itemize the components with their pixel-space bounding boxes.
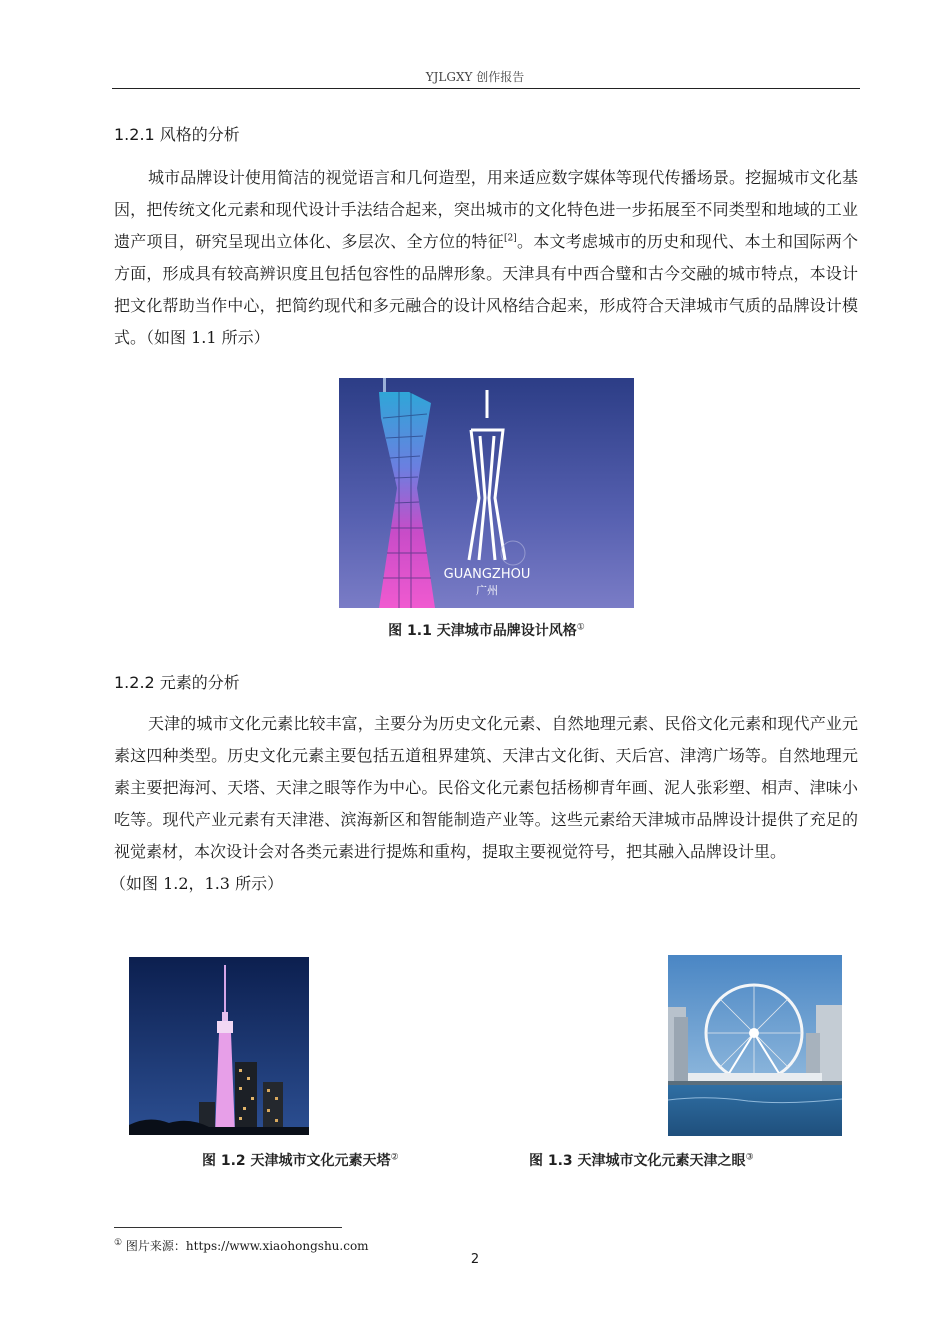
figure-guangzhou-brand-image [339, 378, 634, 608]
figure-1-1-caption [339, 620, 634, 640]
section-heading-style: 1.2.1 风格的分析 [114, 125, 240, 144]
page-header-title: YJLGXY 创作报告 [425, 70, 525, 84]
footnote-mark: ① [114, 1238, 123, 1248]
paragraph-text-b: 。本文考虑城市的历史和现代、本土和国际两个方面，形成具有较高辨识度且包括包容性的品牌形象。天津具有中西合璧和古今交融的城市特点，本设计把文化帮助当作中心，把简约现代和多元融合的设计风格结合起来，形成符合天津城市气质的品牌设计模式。（如图 1.1 所示） [114, 232, 858, 347]
figure-tianta-image [129, 957, 309, 1135]
elements-analysis-paragraph [110, 708, 858, 900]
page-number: 2 [470, 1252, 480, 1267]
footnote-divider [114, 1227, 342, 1228]
logo-text-guangzhou: GUANGZHOU [443, 567, 531, 582]
citation-mark: [2] [503, 233, 517, 244]
logo-text-guangzhou-cn: 广州 [476, 584, 498, 597]
paragraph-text: 天津的城市文化元素比较丰富，主要分为历史文化元素、自然地理元素、民俗文化元素和现代产业元素这四种类型。历史文化元素主要包括五道租界建筑、天津古文化街、天后宫、津湾广场等。自然地理元素主要把海河、天塔、天津之眼等作为中心。民俗文化元素包括杨柳青年画、泥人张彩塑、相声、津味小吃等。现代产业元素有天津港、滨海新区和智能制造产业等。这些元素给天津城市品牌设计提供了充足的视觉素材，本次设计会对各类元素进行提炼和重构，提取主要视觉符号，把其融入品牌设计里。 [114, 714, 858, 861]
header-divider [112, 88, 860, 89]
footnote-ref: ① [576, 622, 585, 633]
caption-text: 图 1.2 天津城市文化元素天塔 [202, 1153, 391, 1169]
figure-tianjin-eye-image [668, 955, 842, 1136]
caption-text: 图 1.3 天津城市文化元素天津之眼 [529, 1153, 746, 1169]
paragraph-tail: （如图 1.2，1.3 所示） [110, 874, 284, 893]
footnote-ref: ② [390, 1152, 399, 1163]
style-analysis-paragraph [114, 162, 858, 354]
figure-1-3-caption [529, 1150, 754, 1170]
footnote-text: 图片来源：https://www.xiaohongshu.com [122, 1239, 369, 1253]
paragraph-text-a: 城市品牌设计使用简洁的视觉语言和几何造型，用来适应数字媒体等现代传播场景。挖掘城市文化基因，把传统文化元素和现代设计手法结合起来，突出城市的文化特色进一步拓展至不同类型和地域的工业遗产项目，研究呈现出立体化、多层次、全方位的特征 [114, 168, 858, 251]
section-heading-elements: 1.2.2 元素的分析 [114, 673, 240, 692]
footnote-ref: ③ [745, 1152, 754, 1163]
figure-1-2-caption [202, 1150, 399, 1170]
caption-text: 图 1.1 天津城市品牌设计风格 [388, 623, 577, 639]
